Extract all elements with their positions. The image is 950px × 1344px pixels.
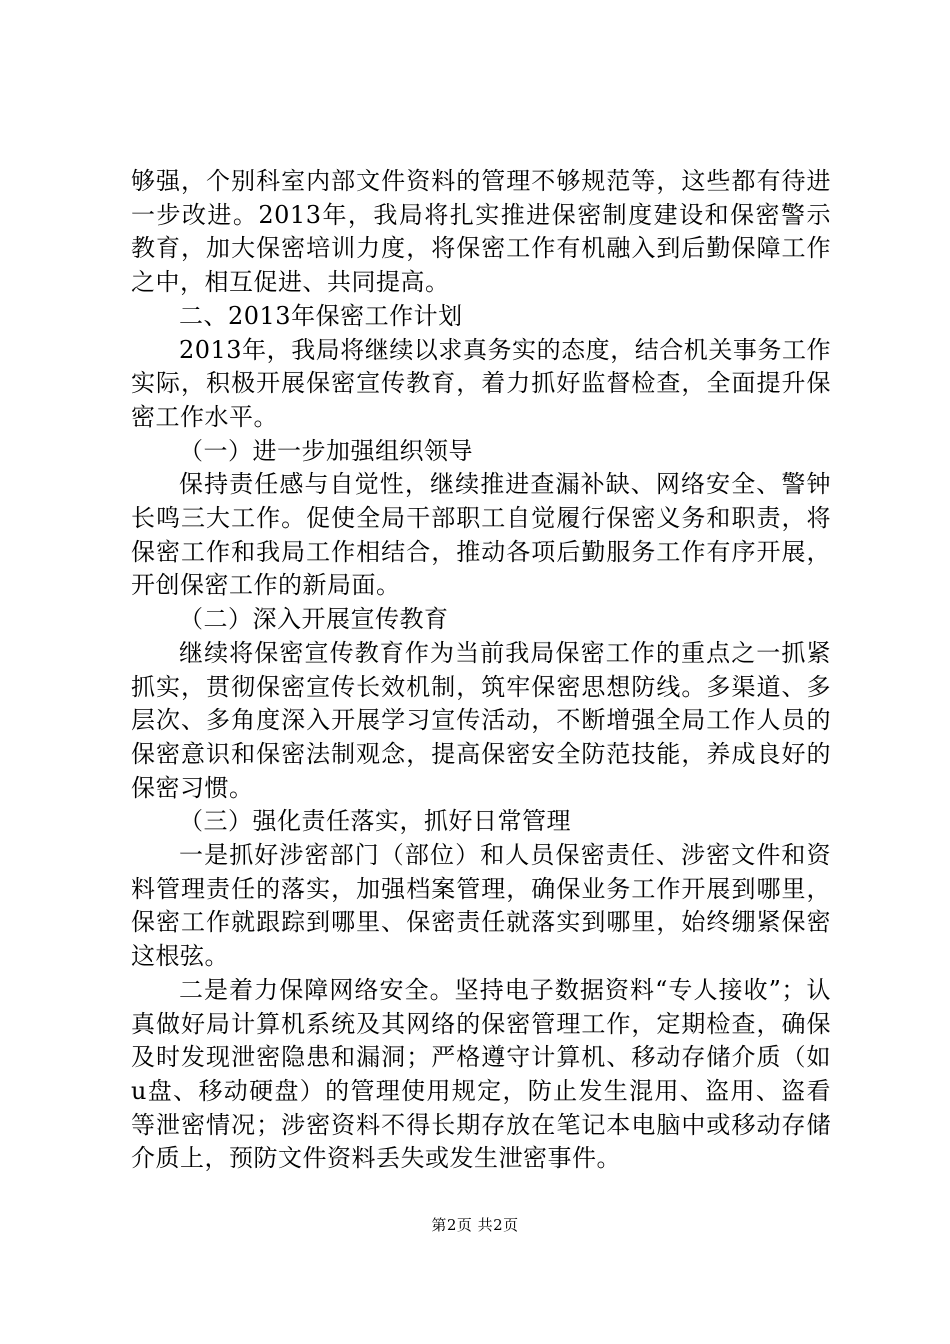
paragraph-education: 继续将保密宣传教育作为当前我局保密工作的重点之一抓紧抓实，贯彻保密宣传长效机制，筑牢保密思想防线。多渠道、多层次、多角度深入开展学习宣传活动，不断增强全局工作人员的保密意识和保密法制观念，提高保密安全防范技能，养成良好的保密习惯。 [131, 638, 831, 802]
paragraph-network-security: 二是着力保障网络安全。坚持电子数据资料“专人接收”；认真做好局计算机系统及其网络的保密管理工作，定期检查，确保及时发现泄密隐患和漏洞；严格遵守计算机、移动存储介质（如u盘、移动硬盘）的管理使用规定，防止发生混用、盗用、盗看等泄密情况；涉密资料不得长期存放在笔记本电脑中或移动存储介质上，预防文件资料丢失或发生泄密事件。 [131, 975, 831, 1173]
page-footer: 第2页 共2页 [431, 1216, 519, 1234]
paragraph-continuation: 够强，个别科室内部文件资料的管理不够规范等，这些都有待进一步改进。2013年，我局将扎实推进保密制度建设和保密警示教育，加大保密培训力度，将保密工作有机融入到后勤保障工作之中，相互促进、共同提高。 [131, 167, 831, 297]
paragraph-organization: 保持责任感与自觉性，继续推进查漏补缺、网络安全、警钟长鸣三大工作。促使全局干部职工自觉履行保密义务和职责，将保密工作和我局工作相结合，推动各项后勤服务工作有序开展，开创保密工作的新局面。 [131, 470, 831, 600]
section-heading-plan: 二、2013年保密工作计划 [179, 301, 463, 330]
paragraph-plan-intro: 2013年，我局将继续以求真务实的态度，结合机关事务工作实际，积极开展保密宣传教育，着力抓好监督检查，全面提升保密工作水平。 [131, 335, 831, 431]
subheading-organization: （一）进一步加强组织领导 [179, 436, 473, 465]
paragraph-responsibility: 一是抓好涉密部门（部位）和人员保密责任、涉密文件和资料管理责任的落实，加强档案管理，确保业务工作开展到哪里，保密工作就跟踪到哪里、保密责任就落实到哪里，始终绷紧保密这根弦。 [131, 841, 831, 971]
subheading-education: （二）深入开展宣传教育 [179, 605, 449, 634]
document-body [131, 165, 831, 1176]
subheading-responsibility: （三）强化责任落实，抓好日常管理 [179, 807, 571, 836]
